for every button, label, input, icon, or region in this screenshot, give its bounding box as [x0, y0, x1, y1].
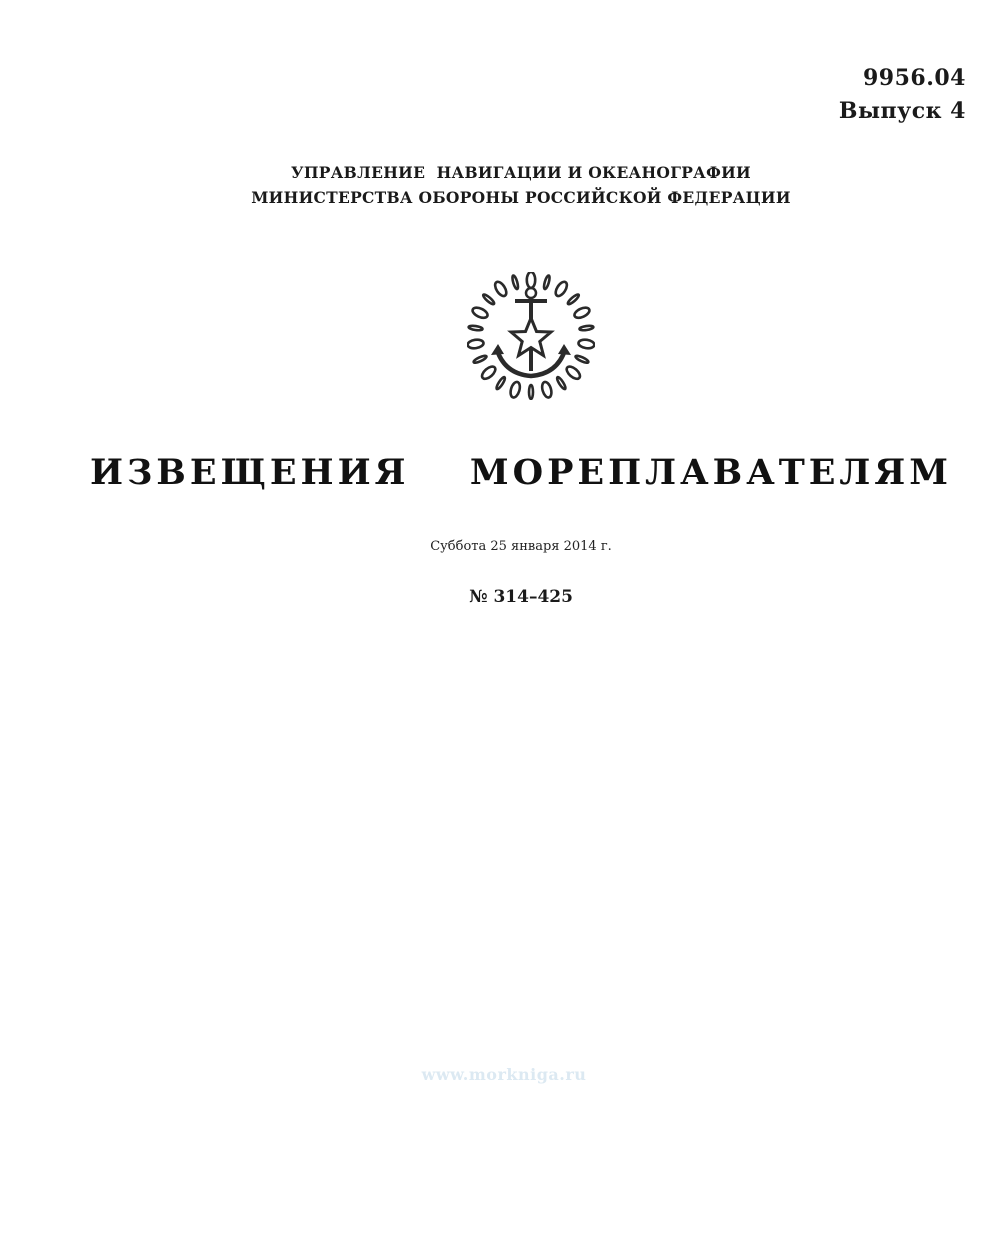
chain-link — [565, 364, 583, 381]
issue-date: Суббота 25 января 2014 г. — [430, 539, 612, 554]
chain-link — [578, 339, 595, 350]
issuing-authority — [0, 160, 1008, 210]
chain-link — [473, 355, 487, 364]
document-code: 9956.04 — [862, 65, 966, 91]
chain-link — [480, 364, 498, 381]
chain-link — [579, 325, 593, 331]
issue-number: № 314–425 — [469, 587, 573, 607]
chain-link — [575, 355, 589, 364]
chain-link — [529, 385, 533, 399]
authority-line-1: УПРАВЛЕНИЕ НАВИГАЦИИ И ОКЕАНОГРАФИИ — [290, 163, 752, 182]
chain-link — [556, 376, 567, 390]
anchor-star-chain-emblem-icon — [467, 272, 595, 400]
document-code-block — [839, 62, 966, 128]
website-watermark: www.morkniga.ru — [421, 1065, 587, 1084]
chain-link — [471, 306, 489, 320]
main-title: ИЗВЕЩЕНИЯ МОРЕПЛАВАТЕЛЯМ — [90, 452, 952, 493]
chain-link — [511, 275, 519, 290]
chain-link — [493, 280, 509, 298]
chain-link — [540, 381, 553, 399]
chain-link — [509, 381, 522, 399]
chain-link — [567, 293, 580, 305]
chain-link — [468, 325, 482, 331]
chain-link — [543, 275, 551, 290]
chain-link — [495, 376, 506, 390]
chain-link — [482, 293, 495, 305]
chain-link — [573, 306, 591, 320]
chain-link — [467, 339, 484, 350]
issue-label: Выпуск 4 — [838, 98, 966, 124]
authority-line-2: МИНИСТЕРСТВА ОБОРОНЫ РОССИЙСКОЙ ФЕДЕРАЦИИ — [251, 188, 791, 207]
chain-link — [553, 280, 569, 298]
chain-link — [527, 272, 535, 288]
